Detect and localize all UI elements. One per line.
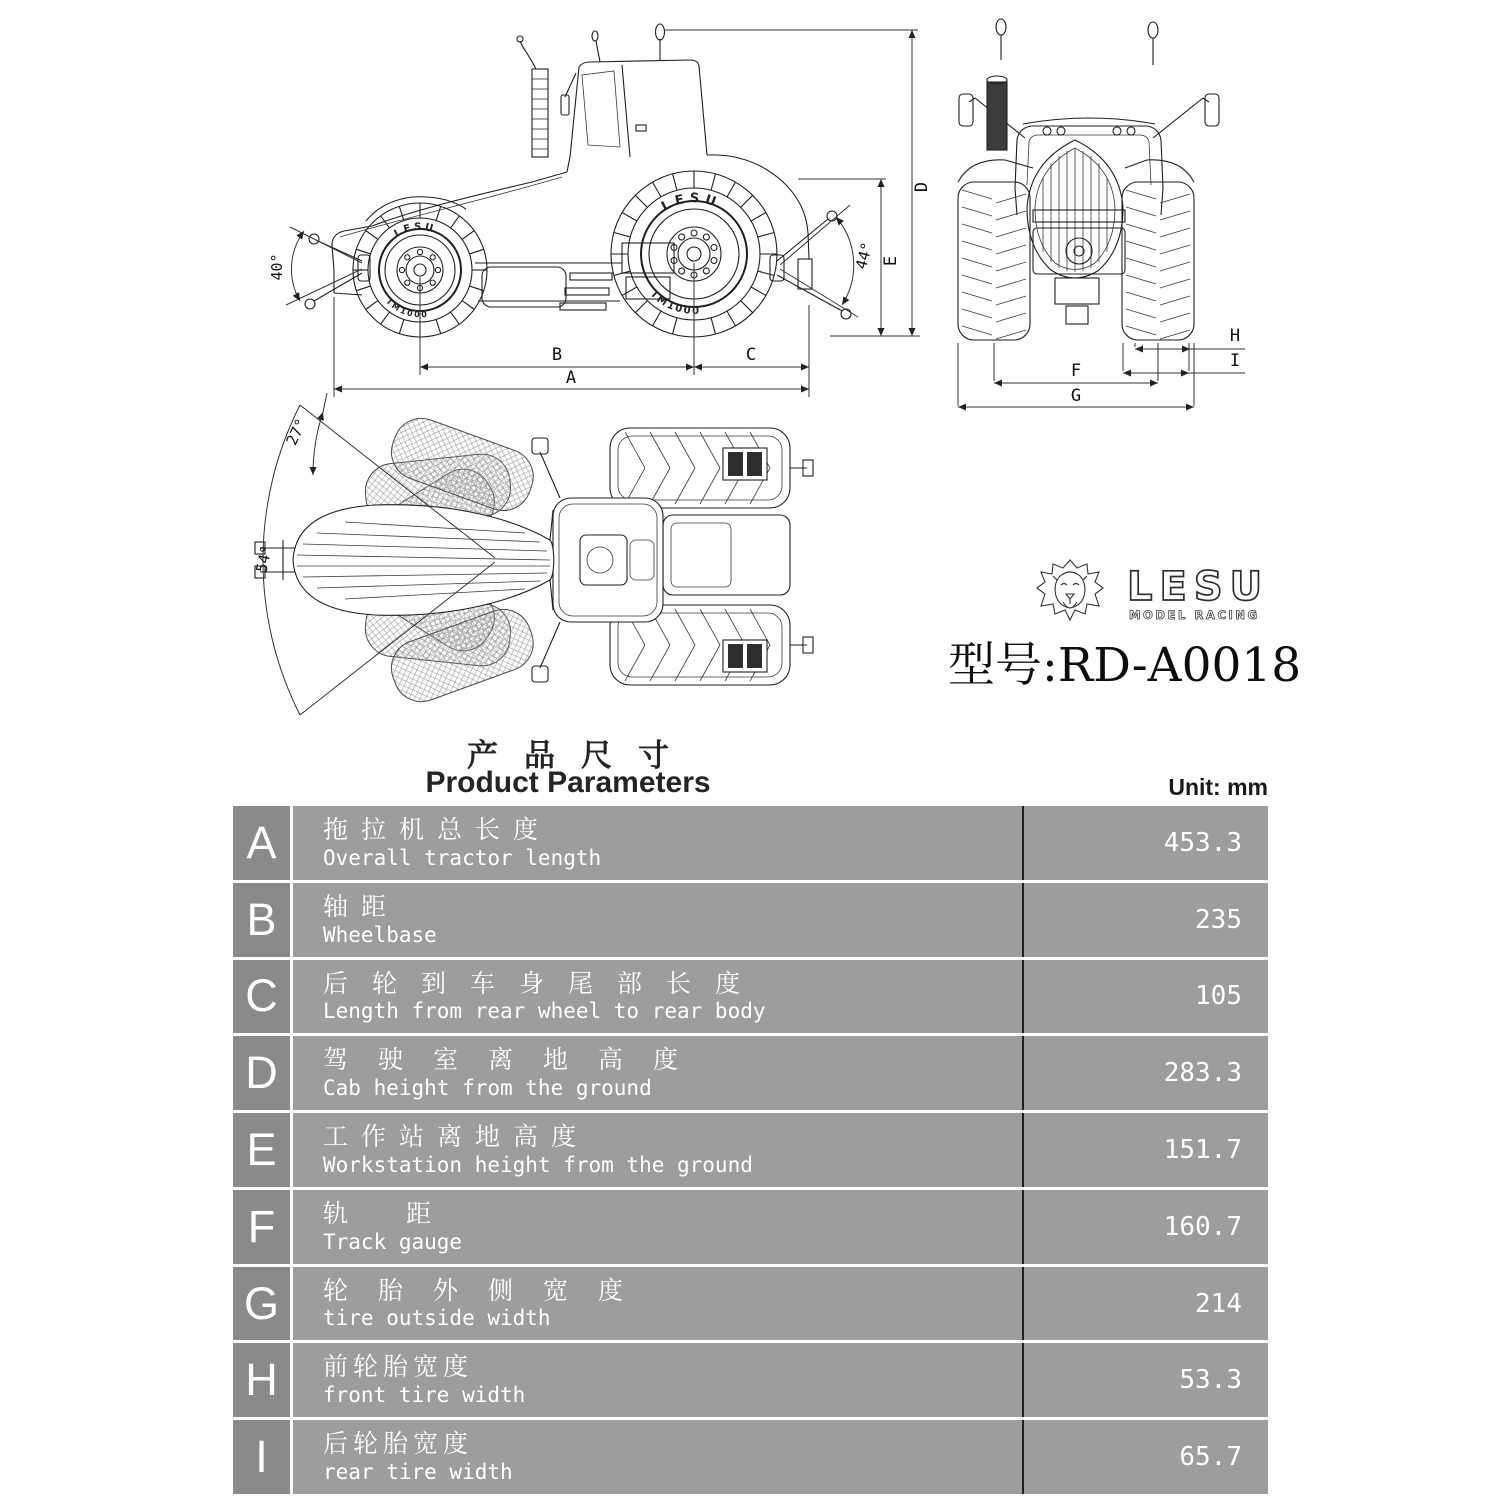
row-label-cn: 轮胎外侧宽度: [323, 1276, 654, 1305]
row-label: [293, 1420, 1022, 1494]
row-key: C: [233, 960, 290, 1034]
top-view-drawing: [252, 390, 815, 730]
table-row: [233, 960, 1268, 1034]
row-key: I: [233, 1420, 290, 1494]
lion-head-icon: [1037, 560, 1103, 620]
row-key: H: [233, 1343, 290, 1417]
row-value: 53.3: [1024, 1343, 1268, 1417]
tire-model-text: TM1000: [384, 296, 430, 320]
row-value: 65.7: [1024, 1420, 1268, 1494]
tractor-body-front: [958, 19, 1219, 340]
dim-label-F: F: [1070, 361, 1082, 381]
parameters-table: [233, 806, 1268, 1494]
tractor-body-top: [255, 428, 813, 685]
row-label-en: Length from rear wheel to rear body: [323, 999, 766, 1024]
table-row: [233, 1036, 1268, 1110]
table-row: [233, 1343, 1268, 1417]
row-key: B: [233, 883, 290, 957]
row-key: F: [233, 1190, 290, 1264]
brand-subtitle: MODEL RACING: [1129, 608, 1260, 622]
row-label-en: front tire width: [323, 1383, 526, 1408]
row-label-en: Track gauge: [323, 1229, 463, 1254]
table-row: [233, 1420, 1268, 1494]
row-label-en: rear tire width: [323, 1459, 513, 1484]
angle-label-44: 44°: [851, 240, 877, 272]
brand-wordmark: LESU: [1127, 564, 1270, 610]
row-label-cn: 后轮胎宽度: [323, 1430, 474, 1459]
row-label-en: Workstation height from the ground: [323, 1152, 753, 1177]
row-label-cn: 工作站离地高度: [323, 1123, 590, 1152]
tire-brand-text: LESU: [392, 221, 438, 240]
row-value: 160.7: [1024, 1190, 1268, 1264]
dim-label-A: A: [565, 368, 577, 388]
dim-label-B: B: [551, 345, 563, 365]
row-label-en: Overall tractor length: [323, 845, 602, 870]
dim-label-C: C: [745, 345, 757, 365]
row-key: A: [233, 806, 290, 880]
table-row: [233, 883, 1268, 957]
row-key: D: [233, 1036, 290, 1110]
table-row: [233, 1267, 1268, 1341]
model-number: 型号:RD-A0018: [948, 638, 1302, 693]
row-value: 453.3: [1024, 806, 1268, 880]
row-label: [293, 883, 1022, 957]
side-view-drawing: [270, 5, 935, 405]
dim-label-G: G: [1070, 386, 1082, 406]
row-key: E: [233, 1113, 290, 1187]
unit-label: Unit: mm: [1168, 774, 1268, 800]
row-label: [293, 1343, 1022, 1417]
section-title-cn: 产品尺寸: [467, 738, 695, 773]
row-label-en: Wheelbase: [323, 922, 437, 947]
row-label-cn: 轴距: [323, 892, 400, 921]
dim-label-H: H: [1229, 326, 1241, 346]
row-label: [293, 1267, 1022, 1341]
dim-label-D: D: [912, 181, 932, 193]
angle-label-40: 40°: [268, 253, 286, 281]
row-label: [293, 1113, 1022, 1187]
row-label-cn: 后轮到车身尾部长度: [323, 969, 765, 998]
row-label-cn: 轨距: [323, 1199, 490, 1228]
row-key: G: [233, 1267, 290, 1341]
dim-label-I: I: [1229, 351, 1241, 371]
row-label: [293, 1036, 1022, 1110]
tire-model-text: TM1000: [647, 288, 702, 317]
row-label-cn: 驾驶室离地高度: [323, 1046, 709, 1075]
lesu-logo: [1035, 556, 1270, 628]
row-value: 105: [1024, 960, 1268, 1034]
row-label: [293, 960, 1022, 1034]
table-row: [233, 1113, 1268, 1187]
row-label-cn: 前轮胎宽度: [323, 1353, 474, 1382]
row-label: [293, 806, 1022, 880]
table-row: [233, 806, 1268, 880]
section-title-en: Product Parameters: [425, 766, 711, 799]
row-label-en: Cab height from the ground: [323, 1076, 652, 1101]
tire-brand-text: LESU: [658, 190, 723, 215]
row-label: [293, 1190, 1022, 1264]
dim-label-E: E: [881, 255, 901, 267]
row-label-cn: 拖拉机总长度: [323, 815, 552, 844]
angle-label-54: 54°: [252, 543, 276, 575]
front-view-dimensions: [958, 343, 1245, 407]
row-value: 214: [1024, 1267, 1268, 1341]
row-value: 235: [1024, 883, 1268, 957]
tractor-body-side: [305, 24, 851, 319]
table-row: [233, 1190, 1268, 1264]
row-value: 283.3: [1024, 1036, 1268, 1110]
row-value: 151.7: [1024, 1113, 1268, 1187]
front-view-drawing: [935, 10, 1260, 420]
angle-label-27: 27°: [282, 415, 311, 448]
row-label-en: tire outside width: [323, 1306, 551, 1331]
side-view-dimensions: [286, 30, 920, 397]
